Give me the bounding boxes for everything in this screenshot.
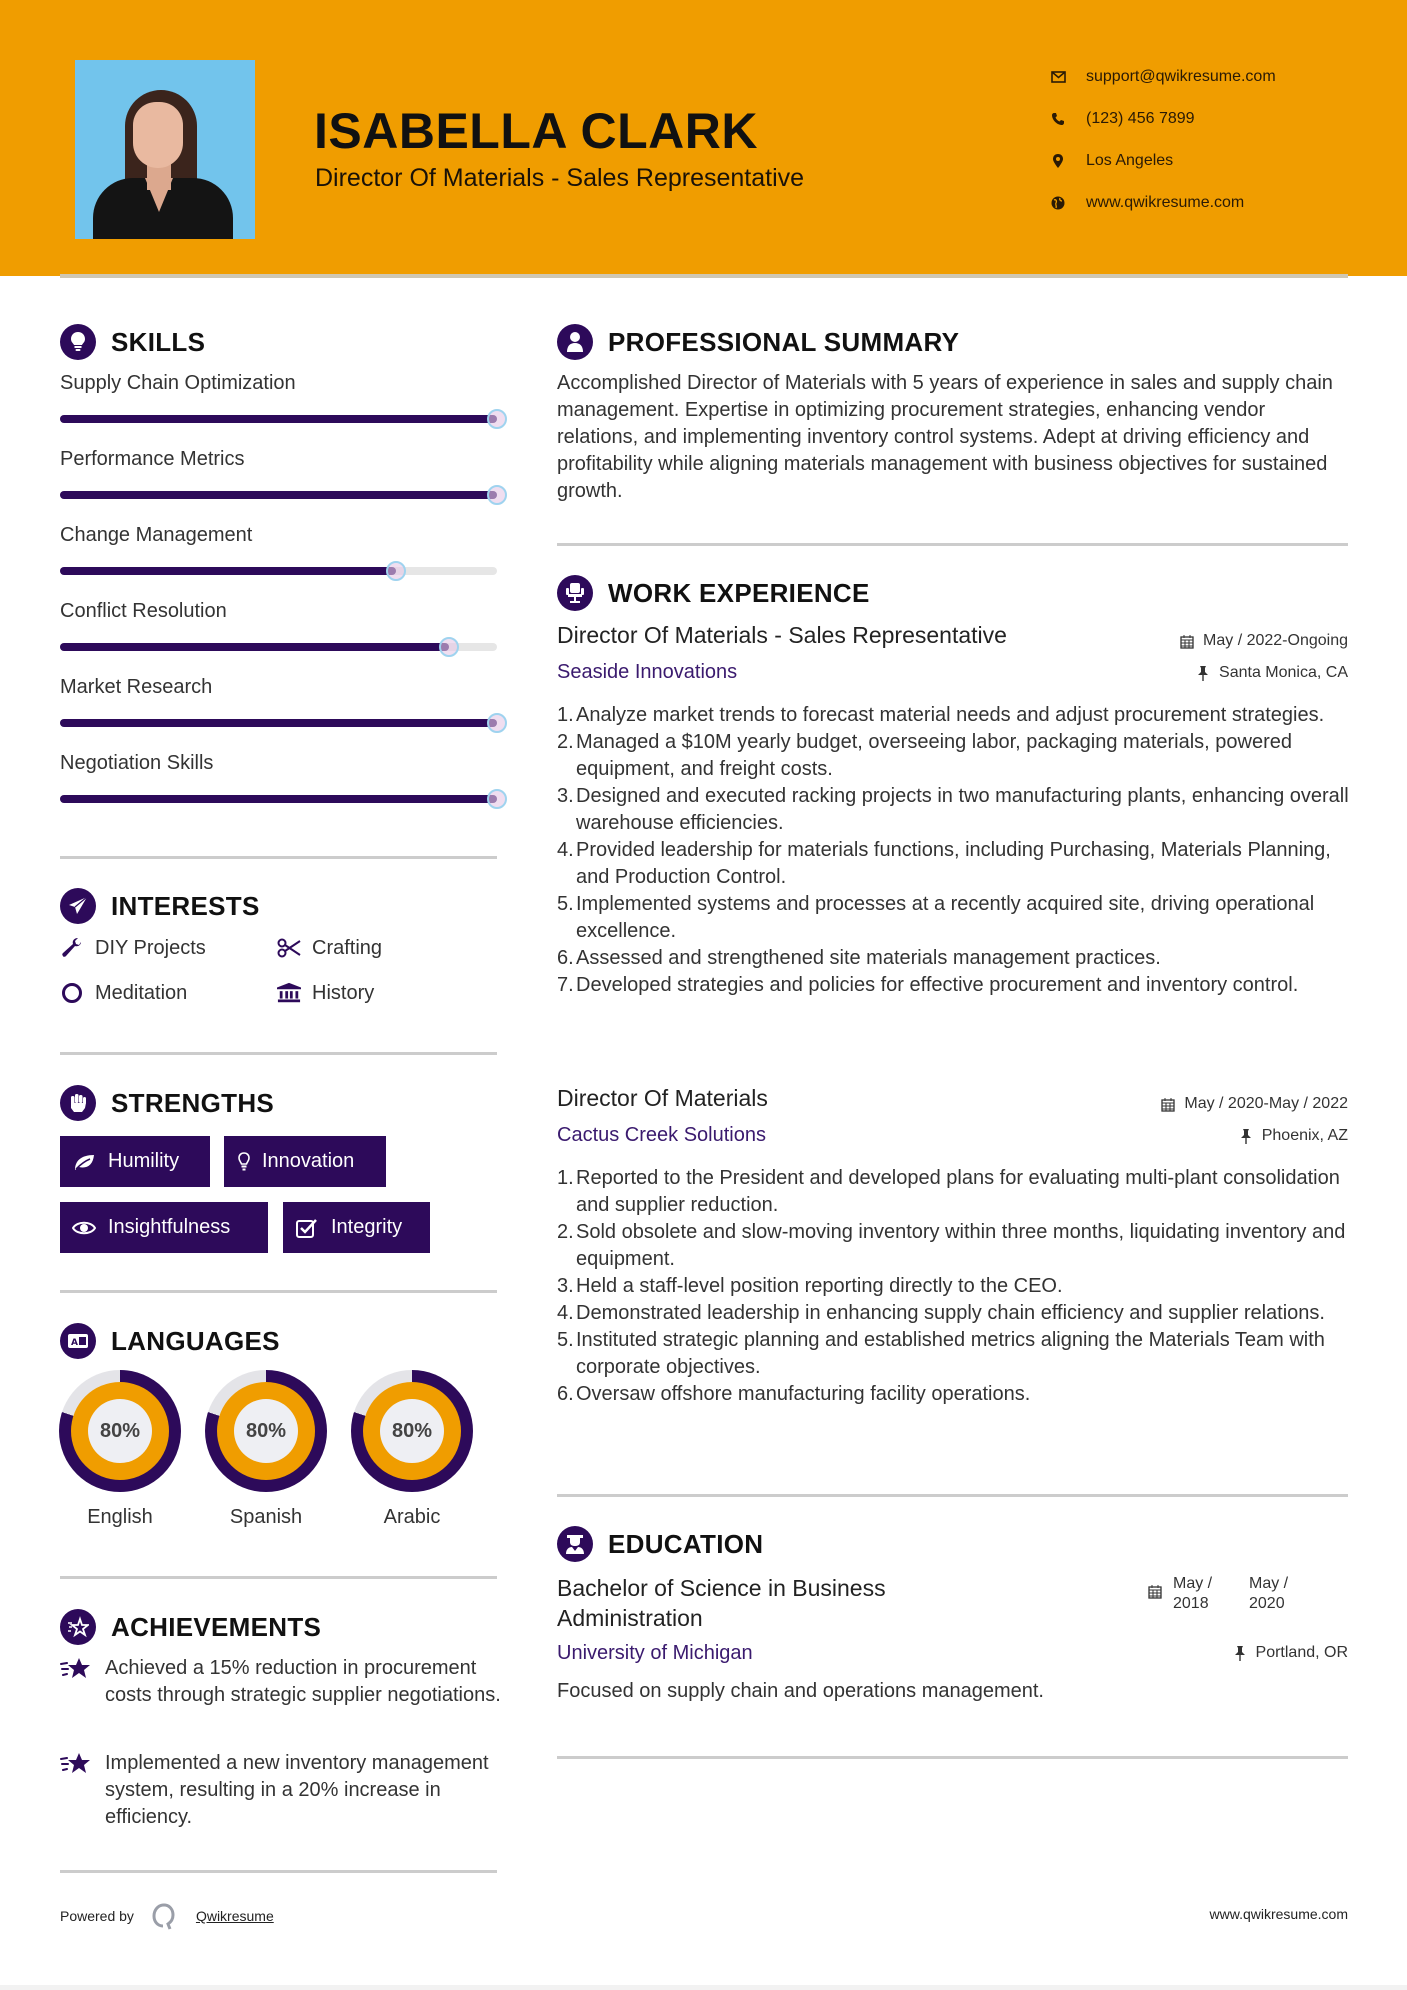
strength-label: Humility [108, 1150, 180, 1172]
achievement-item [60, 1655, 510, 1709]
footer-website-link[interactable]: www.qwikresume.com [1209, 1906, 1348, 1922]
job-location-text: Phoenix, AZ [1261, 1127, 1348, 1144]
education-description: Focused on supply chain and operations management. [557, 1680, 1044, 1702]
skill-bar [60, 643, 497, 651]
skill-bar [60, 795, 497, 803]
strength-label: Innovation [262, 1150, 355, 1172]
languages-heading [60, 1323, 280, 1359]
school-name: University of Michigan [557, 1642, 753, 1664]
language-label: Spanish [229, 1506, 303, 1528]
pushpin-icon [1239, 1128, 1253, 1144]
contact-location-text: Los Angeles [1086, 152, 1174, 169]
job-duties [557, 1165, 1357, 1408]
education-start-date: May / 2018 [1173, 1575, 1213, 1612]
job-title: Director Of Materials - Sales Representative [557, 622, 1007, 648]
skill-label: Performance Metrics [60, 448, 245, 470]
education-location [1233, 1644, 1348, 1662]
job-title: Director Of Materials [557, 1085, 768, 1111]
section-divider [60, 1052, 497, 1055]
candidate-title: Director Of Materials - Sales Representative [315, 164, 805, 192]
svg-text:A: A [71, 1338, 78, 1348]
section-divider [557, 1756, 1348, 1759]
skill-bar [60, 567, 497, 575]
envelope-icon [1050, 69, 1066, 85]
wrench-icon [60, 936, 84, 960]
language-item [351, 1370, 473, 1529]
leaf-icon [72, 1150, 96, 1174]
strength-badge [224, 1136, 386, 1187]
job-location [1239, 1127, 1348, 1145]
skill-item [60, 524, 500, 547]
contact-website[interactable] [1050, 182, 1276, 224]
skill-item [60, 372, 500, 395]
language-donut [351, 1370, 473, 1492]
interest-item [277, 936, 382, 960]
contact-list [1050, 56, 1276, 224]
contact-phone[interactable] [1050, 98, 1276, 140]
achievement-text: Achieved a 15% reduction in procurement costs through strategic supplier negotiations. [105, 1657, 501, 1706]
skill-label: Change Management [60, 524, 253, 546]
resume-header [0, 0, 1407, 276]
skill-item [60, 448, 500, 471]
language-percent: 80% [234, 1399, 298, 1463]
check-square-icon [295, 1216, 319, 1240]
job-duties [557, 702, 1357, 999]
duty-item: 5. Instituted strategic planning and established metrics aligning the Materials Team with corporate objectives. [557, 1329, 1325, 1378]
skill-item [60, 600, 500, 623]
duty-item: 2. Managed a $10M yearly budget, overseeing labor, packaging materials, powered equipment, and freight costs. [557, 731, 1292, 780]
language-percent: 80% [88, 1399, 152, 1463]
education-end-date: May / 2020 [1249, 1575, 1289, 1612]
language-item [205, 1370, 327, 1529]
language-percent: 80% [380, 1399, 444, 1463]
calendar-icon [1161, 1096, 1175, 1112]
skill-item [60, 752, 500, 775]
page-bottom-band [0, 1985, 1407, 1990]
calendar-icon [1148, 1584, 1164, 1602]
interests-heading [60, 888, 260, 924]
skill-knob [487, 713, 507, 733]
education-title: EDUCATION [608, 1528, 764, 1559]
strength-badge [60, 1136, 210, 1187]
interest-label: Meditation [95, 981, 188, 1004]
skill-label: Market Research [60, 676, 213, 698]
language-label: English [87, 1506, 153, 1528]
job-location-text: Santa Monica, CA [1219, 664, 1348, 681]
job-dates [1180, 632, 1348, 650]
pushpin-icon [1233, 1645, 1247, 1661]
footer-powered-by [60, 1902, 274, 1930]
summary-heading [557, 324, 959, 360]
experience-heading [557, 575, 870, 611]
calendar-icon [1180, 633, 1194, 649]
interest-item [277, 981, 374, 1005]
qwikresume-logo-icon [150, 1902, 178, 1930]
duty-item: 5. Implemented systems and processes at a recently acquired site, driving operational excellence. [557, 893, 1315, 942]
section-divider [60, 1290, 497, 1293]
candidate-name: ISABELLA CLARK [314, 103, 759, 159]
contact-location [1050, 140, 1276, 182]
section-divider [557, 1494, 1348, 1497]
strength-label: Insightfulness [108, 1216, 231, 1238]
skill-label: Negotiation Skills [60, 752, 214, 774]
achievement-text: Implemented a new inventory management system, resulting in a 20% increase in efficiency. [105, 1752, 489, 1828]
experience-title: WORK EXPERIENCE [608, 577, 870, 608]
job-dates-text: May / 2020-May / 2022 [1184, 1095, 1348, 1112]
duty-item: 3. Designed and executed racking projects in two manufacturing plants, enhancing overall warehouse efficiencies. [557, 785, 1349, 834]
strength-badge [60, 1202, 268, 1253]
section-divider [60, 1576, 497, 1579]
skill-label: Supply Chain Optimization [60, 372, 296, 394]
skill-knob [386, 561, 406, 581]
achievements-title: ACHIEVEMENTS [111, 1611, 322, 1642]
achievements-heading [60, 1609, 321, 1645]
skill-knob [487, 485, 507, 505]
circle-icon [60, 981, 84, 1005]
job-dates-text: May / 2022-Ongoing [1203, 632, 1348, 649]
skill-label: Conflict Resolution [60, 600, 227, 622]
education-heading [557, 1526, 763, 1562]
duty-item: 6. Oversaw offshore manufacturing facility operations. [557, 1383, 1031, 1405]
lightbulb-icon [60, 324, 96, 360]
contact-website-text: www.qwikresume.com [1086, 194, 1245, 211]
education-dates [1148, 1574, 1303, 1614]
company-name: Cactus Creek Solutions [557, 1124, 766, 1146]
duty-item: 1. Analyze market trends to forecast material needs and adjust procurement strategies. [557, 704, 1325, 726]
lightbulb-icon [236, 1150, 252, 1174]
shooting-star-icon [60, 1655, 92, 1683]
duty-item: 3. Held a staff-level position reporting directly to the CEO. [557, 1275, 1063, 1297]
section-divider [557, 543, 1348, 546]
interest-item [60, 981, 187, 1005]
user-icon [557, 324, 593, 360]
summary-title: PROFESSIONAL SUMMARY [608, 326, 960, 357]
skills-title: SKILLS [111, 326, 206, 357]
education-location-text: Portland, OR [1255, 1644, 1348, 1661]
language-donut [205, 1370, 327, 1492]
degree-title: Bachelor of Science in Business Administration [557, 1575, 886, 1631]
phone-icon [1050, 111, 1066, 127]
header-divider [60, 274, 1348, 278]
qwikresume-link[interactable]: Qwikresume [195, 1908, 274, 1924]
contact-email[interactable] [1050, 56, 1276, 98]
languages-title: LANGUAGES [111, 1325, 280, 1356]
profile-photo [75, 60, 255, 239]
duty-item: 7. Developed strategies and policies for effective procurement and inventory control. [557, 974, 1299, 996]
strength-badge [283, 1202, 430, 1253]
company-name: Seaside Innovations [557, 661, 738, 683]
strength-label: Integrity [331, 1216, 403, 1238]
strengths-heading [60, 1085, 274, 1121]
language-label: Arabic [383, 1506, 441, 1528]
duty-item: 4. Provided leadership for materials functions, including Purchasing, Materials Planning, and Production Control. [557, 839, 1331, 888]
map-marker-icon [1050, 153, 1066, 169]
skills-heading [60, 324, 205, 360]
interest-label: Crafting [312, 936, 383, 959]
paper-plane-icon [60, 888, 96, 924]
contact-phone-text: (123) 456 7899 [1086, 110, 1195, 127]
language-item [59, 1370, 181, 1529]
duty-item: 1. Reported to the President and developed plans for evaluating multi-plant consolidation and supplier reduction. [557, 1167, 1340, 1216]
office-chair-icon [557, 575, 593, 611]
skill-bar [60, 491, 497, 499]
interest-item [60, 936, 206, 960]
section-divider [60, 856, 497, 859]
contact-email-text: support@qwikresume.com [1086, 68, 1276, 85]
language-donut [59, 1370, 181, 1492]
skill-bar [60, 719, 497, 727]
museum-icon [277, 981, 301, 1005]
summary-text: Accomplished Director of Materials with 5 years of experience in sales and supply chain management. Expertise in optimizing procurement strategies, enhancing vendor relations, and implementing inventory control systems. Adept at driving efficiency and profitability while aligning materials management with business objectives for sustained growth. [557, 372, 1333, 502]
skill-item [60, 676, 500, 699]
interest-label: History [312, 981, 375, 1004]
job-dates [1161, 1095, 1348, 1113]
interest-label: DIY Projects [95, 936, 206, 959]
achievement-item [60, 1750, 510, 1831]
skill-knob [487, 789, 507, 809]
section-divider [60, 1870, 497, 1873]
skill-knob [487, 409, 507, 429]
skill-knob [439, 637, 459, 657]
duty-item: 4. Demonstrated leadership in enhancing supply chain efficiency and supplier relations. [557, 1302, 1325, 1324]
strengths-title: STRENGTHS [111, 1087, 275, 1118]
duty-item: 2. Sold obsolete and slow-moving inventory within three months, liquidating inventory and equipment. [557, 1221, 1346, 1270]
eye-icon [72, 1216, 96, 1240]
interests-title: INTERESTS [111, 890, 260, 921]
powered-by-label: Powered by [60, 1908, 134, 1924]
globe-icon [1050, 195, 1066, 211]
language-icon [60, 1323, 96, 1359]
shooting-star-icon [60, 1750, 92, 1778]
duty-item: 6. Assessed and strengthened site materials management practices. [557, 947, 1161, 969]
graduate-icon [557, 1526, 593, 1562]
pushpin-icon [1196, 665, 1210, 681]
scissors-icon [277, 936, 301, 960]
fist-icon [60, 1085, 96, 1121]
job-location [1196, 664, 1348, 682]
star-badge-icon [60, 1609, 96, 1645]
skill-bar [60, 415, 497, 423]
